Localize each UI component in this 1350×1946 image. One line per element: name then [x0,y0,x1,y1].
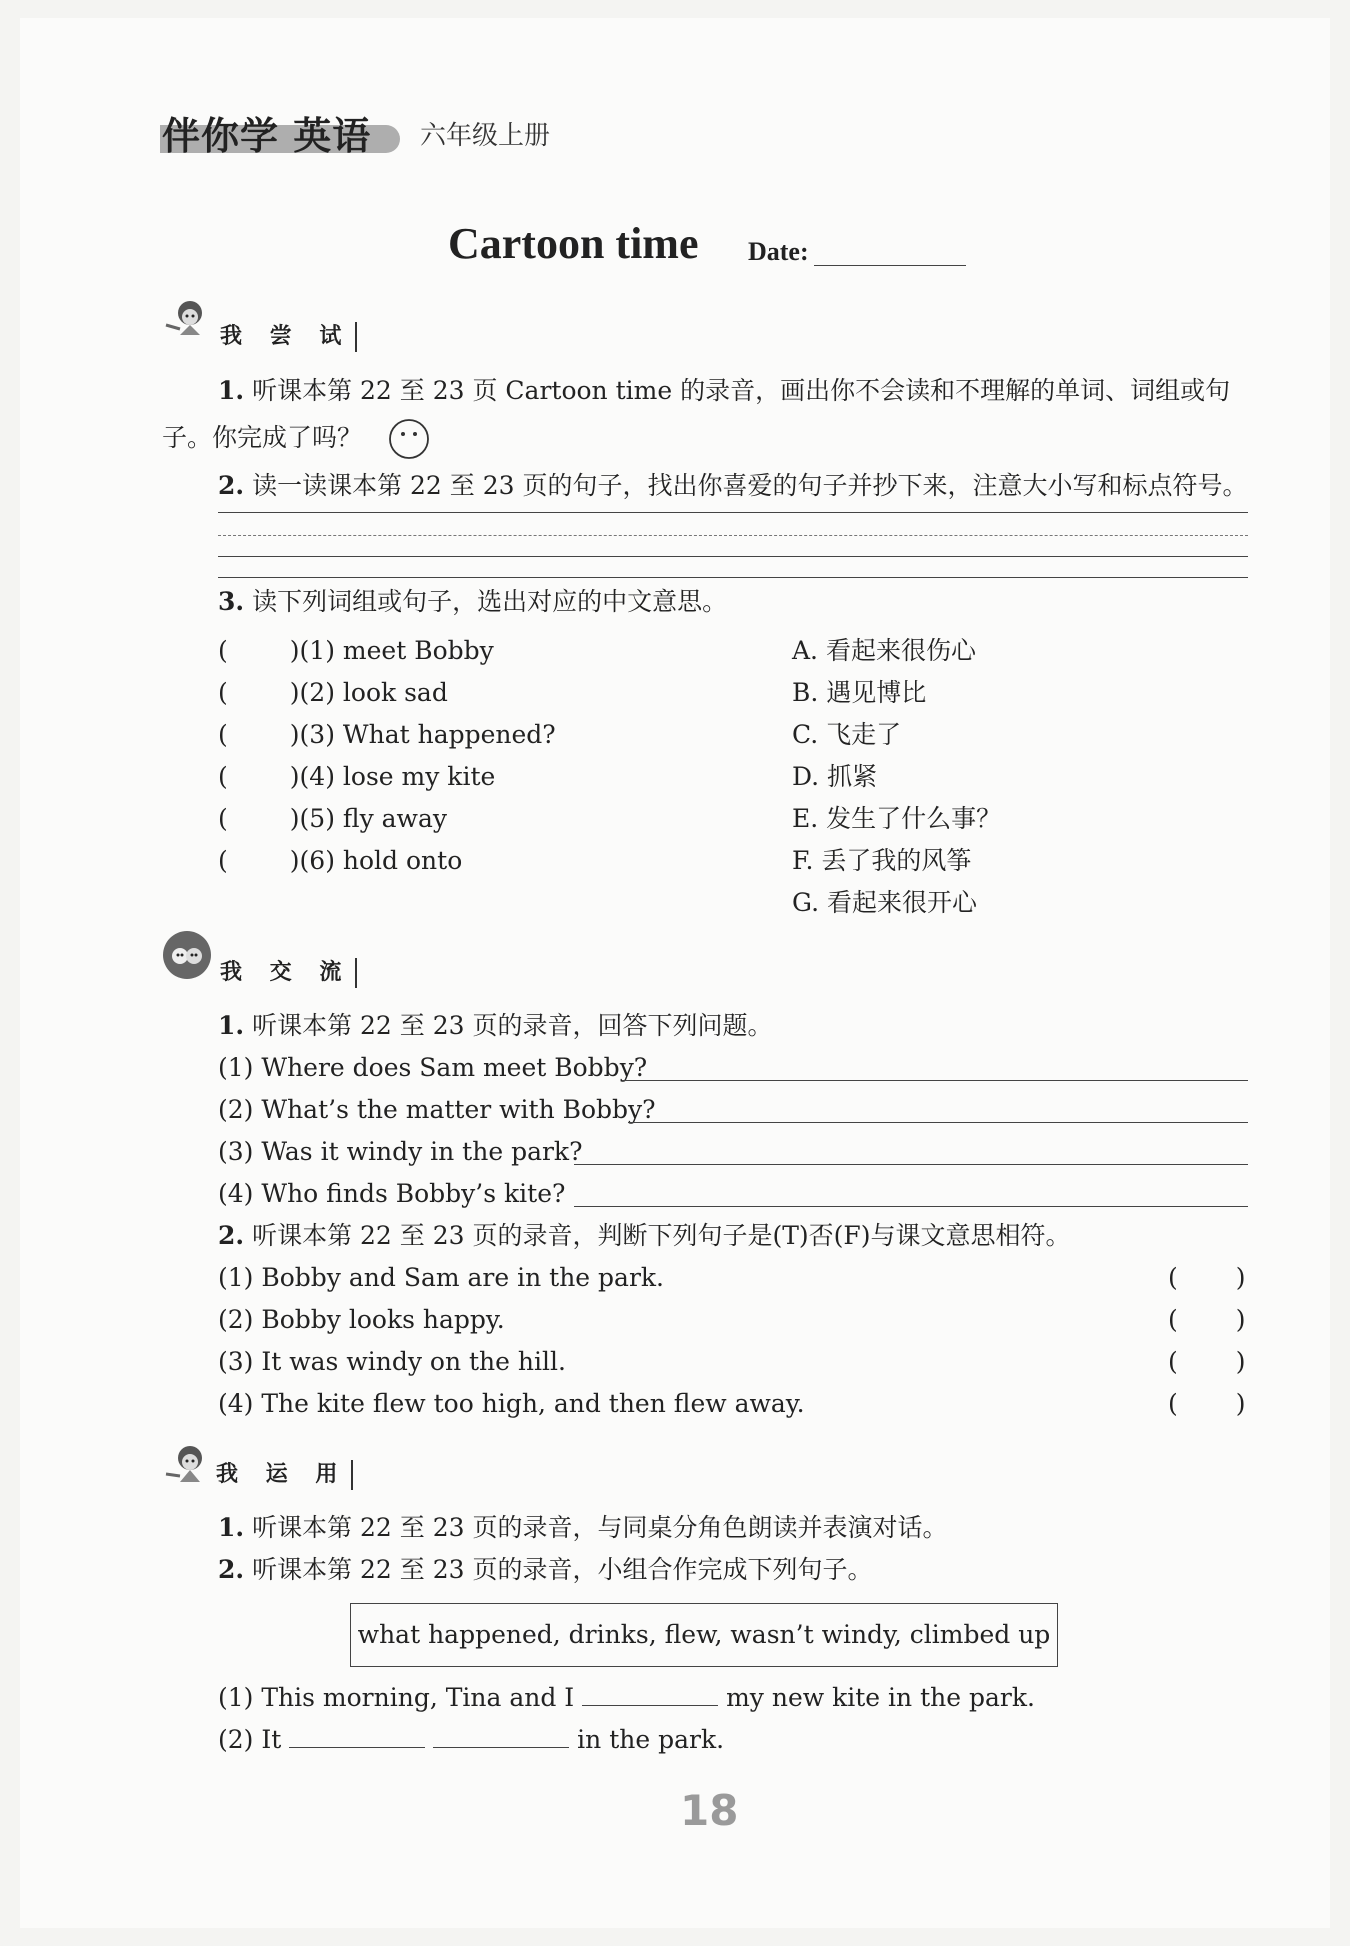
question-row: (1) Where does Sam meet Bobby? [218,1053,648,1082]
fill-sentence-2: (2) It in the park. [218,1725,725,1754]
q-number: 2. [218,471,245,500]
statement-row: (2) Bobby looks happy. [218,1305,505,1334]
blank-line[interactable] [582,1683,718,1706]
option-item: E. 发生了什么事？ [792,804,1002,833]
use-q1: 听课本第 22 至 23 页的录音，与同桌分角色朗读并表演对话。 [252,1513,948,1542]
date-label: Date: [748,237,809,266]
match-left-list [218,630,556,882]
q-number: 2. [218,1555,245,1584]
option-item: A. 看起来很伤心 [792,636,976,665]
q-number: 1. [218,1011,245,1040]
question-row: (2) What’s the matter with Bobby? [218,1095,656,1124]
talk-q2: 听课本第 22 至 23 页的录音，判断下列句子是(T)否(F)与课文意思相符。 [252,1221,1071,1250]
q-number: 3. [218,587,245,616]
book-level: 六年级上册 [420,121,551,151]
talk-q1: 听课本第 22 至 23 页的录音，回答下列问题。 [252,1011,773,1040]
section-heading-try: 我 尝 试 [220,322,357,352]
section-heading-talk: 我 交 流 [220,958,357,988]
girl-mascot-icon [160,295,214,349]
match-right-list [792,630,1001,924]
statement-row: (4) The kite flew too high, and then flew away. [218,1389,805,1418]
use-q2: 听课本第 22 至 23 页的录音，小组合作完成下列句子。 [252,1555,873,1584]
option-item: C. 飞走了 [792,720,902,749]
question-row: (4) Who finds Bobby’s kite? [218,1179,566,1208]
answer-line[interactable] [574,1164,1248,1165]
kids-mascot-icon [160,928,214,982]
match-item[interactable]: ( )(1) meet Bobby [218,636,494,665]
series-title: 伴你学 英语 [162,114,372,158]
section-heading-use: 我 运 用 [216,1460,353,1490]
question-row: (3) Was it windy in the park? [218,1137,583,1166]
match-item[interactable]: ( )(4) lose my kite [218,762,496,791]
try-q1-line1: 听课本第 22 至 23 页 Cartoon time 的录音，画出你不会读和不理解的单词、词组或句 [252,376,1231,405]
page-number: 18 [680,1786,739,1835]
word-bank: what happened, drinks, flew, wasn’t windy, climbed up [357,1620,1051,1649]
blank-line[interactable] [289,1725,425,1748]
q-number: 1. [218,1513,245,1542]
page-title: Cartoon time [448,219,699,268]
match-item[interactable]: ( )(3) What happened? [218,720,556,749]
blank-line[interactable] [433,1725,569,1748]
option-item: G. 看起来很开心 [792,888,977,917]
tf-answer-box[interactable]: ( ) [1168,1389,1246,1418]
statement-row: (1) Bobby and Sam are in the park. [218,1263,664,1292]
tf-answer-box[interactable]: ( ) [1168,1305,1246,1334]
word-bank-box [350,1603,1058,1667]
answer-line[interactable] [622,1080,1248,1081]
match-item[interactable]: ( )(6) hold onto [218,846,463,875]
q-number: 1. [218,376,245,405]
smiley-check-icon[interactable] [388,418,430,460]
tf-answer-box[interactable]: ( ) [1168,1347,1246,1376]
option-item: F. 丢了我的风筝 [792,846,972,875]
fill-sentence-1: (1) This morning, Tina and I my new kite in the park. [218,1683,1035,1712]
answer-line[interactable] [628,1122,1248,1123]
tf-answer-box[interactable]: ( ) [1168,1263,1246,1292]
statement-row: (3) It was windy on the hill. [218,1347,566,1376]
answer-line[interactable] [574,1206,1248,1207]
try-q2: 读一读课本第 22 至 23 页的句子，找出你喜爱的句子并抄下来，注意大小写和标点符号。 [252,471,1248,500]
try-q3: 读下列词组或句子，选出对应的中文意思。 [252,587,728,616]
date-answer-line[interactable] [814,265,966,266]
option-item: D. 抓紧 [792,762,878,791]
match-item[interactable]: ( )(5) fly away [218,804,447,833]
match-item[interactable]: ( )(2) look sad [218,678,448,707]
try-q1-line2: 子。你完成了吗？ [162,423,363,452]
copy-lines[interactable] [218,512,1248,578]
option-item: B. 遇见博比 [792,678,927,707]
girl-mascot-icon [160,1440,214,1494]
q-number: 2. [218,1221,245,1250]
